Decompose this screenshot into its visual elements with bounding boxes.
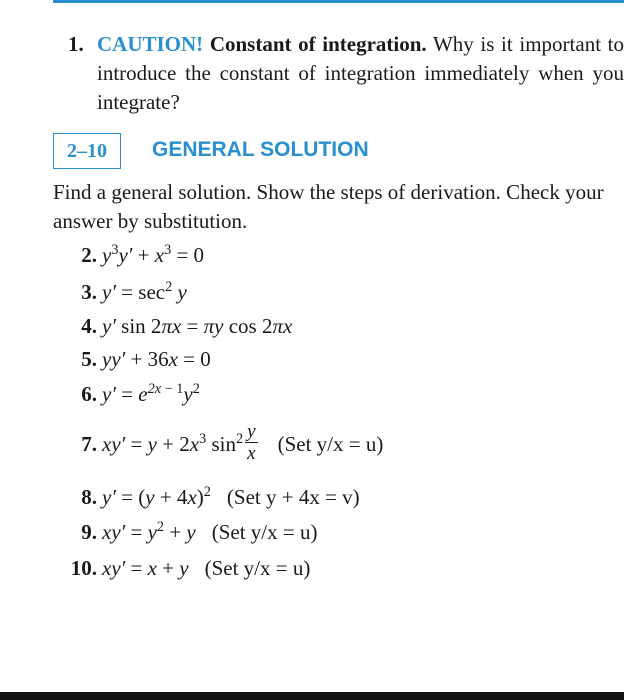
section-title: GENERAL SOLUTION [152, 138, 369, 161]
problem-number: 10. [70, 556, 97, 580]
equation: xy′ = x + y [102, 556, 189, 580]
problem-4 [53, 314, 292, 339]
problem-text: Why is it important to introduce the constant of integration immediately when you integrate? [97, 32, 624, 114]
caution-label: CAUTION! [97, 32, 204, 56]
equation: $y' = (y + 4x)^2$ [102, 484, 211, 509]
problem-number: 4. [81, 314, 97, 338]
substitution-hint: (Set y/x = u) [204, 556, 311, 580]
problem-3 [53, 280, 187, 305]
problem-number: 8. [81, 485, 97, 509]
problem-number: 1. [68, 32, 84, 56]
problem-10 [53, 556, 310, 581]
problem-number: 9. [81, 520, 97, 544]
equation: $y' = e^{2x - 1}y^2$ [102, 381, 200, 406]
top-divider [53, 0, 624, 3]
problem-7 [53, 421, 384, 468]
equation: $y^3y' + x^3 = 0$ [102, 242, 205, 267]
problem-9 [53, 520, 317, 545]
section-range-box: 2–10 [53, 133, 121, 169]
problem-5 [53, 347, 211, 372]
problem-number: 2. [81, 243, 97, 267]
equation: $y' = \sec^2 y$ [102, 279, 187, 304]
bottom-bar [0, 692, 624, 700]
problem-8 [53, 485, 360, 510]
problem-number: 6. [81, 382, 97, 406]
instructions: Find a general solution. Show the steps of derivation. Check your answer by substitution. [53, 180, 604, 233]
substitution-hint: (Set y/x = u) [277, 432, 384, 457]
problem-2 [53, 243, 204, 268]
problem-number: 3. [81, 280, 97, 304]
problem-1 [68, 30, 624, 117]
problem-6 [53, 382, 200, 407]
equation: $xy' = y + 2x^3$ $\sin^2$ $\frac{y}{x}$ [102, 421, 256, 464]
equation: yy′ + 36x = 0 [102, 347, 211, 371]
problem-heading: Constant of integration. [209, 32, 427, 56]
substitution-hint: (Set y + 4x = v) [226, 485, 360, 509]
equation: $xy' = y^2 + y$ [102, 519, 196, 544]
problem-number: 5. [81, 347, 97, 371]
problem-number: 7. [81, 432, 97, 457]
substitution-hint: (Set y/x = u) [211, 520, 318, 544]
equation: y′ sin 2πx = πy cos 2πx [102, 314, 293, 338]
